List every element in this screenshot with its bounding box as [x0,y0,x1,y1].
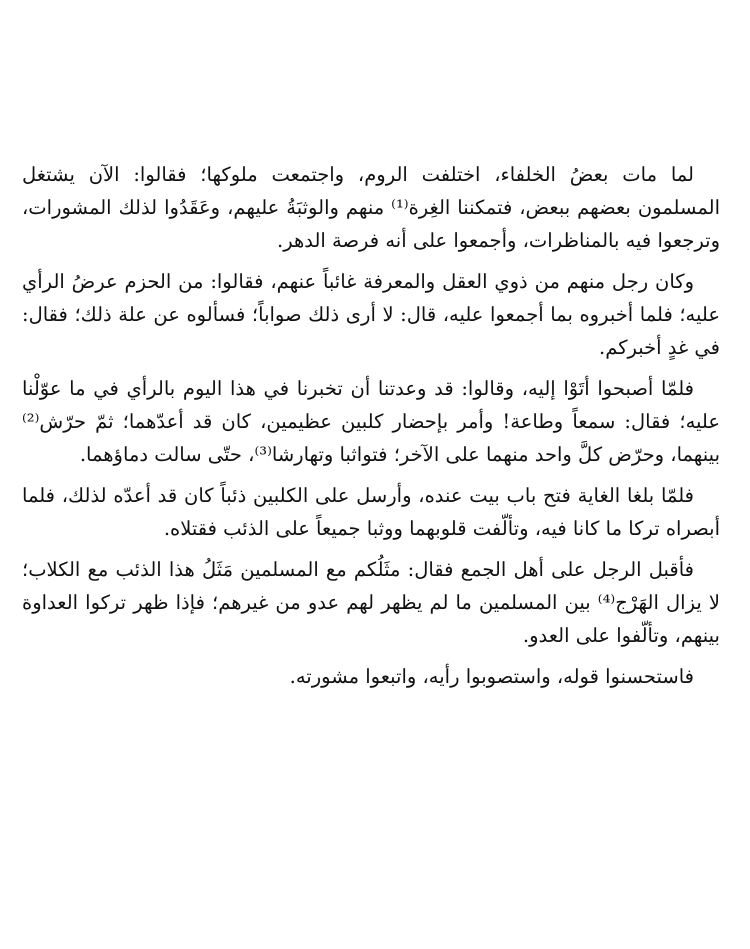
paragraph-5: فأقبل الرجل على أهل الجمع فقال: مثَلُكم مع المسلمين مَثَلُ هذا الذئب مع الكلاب؛ لا يزال الهَرْج⁽⁴⁾ بين المسلمين ما لم يظهر لهم عدو من غيرهم؛ فإذا ظهر تركوا العداوة بينهم، وتألّفوا على العدو. [22,558,720,647]
paragraph-1: لما مات بعضُ الخلفاء، اختلفت الروم، واجتمعت ملوكها؛ فقالوا: الآن يشتغل المسلمون بعضهم ببعض، فتمكننا الغِرة⁽¹⁾ منهم والوثبَةُ عليهم، وعَقَدُوا لذلك المشورات، وترجعوا فيه بالمناظرات، وأجمعوا على أنه فرصة الدهر. [22,163,720,252]
story-text [22,158,720,701]
paragraph-6: فاستحسنوا قوله، واستصوبوا رأيه، واتبعوا مشورته. [289,665,694,688]
paragraph-2: وكان رجل منهم من ذوي العقل والمعرفة غائباً عنهم، فقالوا: من الحزم عرضُ الرأي عليه؛ فلما أخبروه بما أجمعوا عليه، قال: لا أرى ذلك صواباً؛ فسألوه عن علة ذلك؛ فقال: في غدٍ أخبركم. [22,270,720,359]
paragraph-4: فلمّا بلغا الغاية فتح باب بيت عنده، وأرسل على الكلبين ذئباً كان قد أعدّه لذلك، فلما أبصراه تركا ما كانا فيه، وتألّفت قلوبهما ووثبا جميعاً على الذئب فقتلاه. [22,484,720,540]
paragraph-3: فلمّا أصبحوا أتَوْا إليه، وقالوا: قد وعدتنا أن تخبرنا في هذا اليوم بالرأي في ما عوّلْنا عليه؛ فقال: سمعاً وطاعة! وأمر بإحضار كلبين عظيمين، كان قد أعدّهما؛ ثمّ حرّش⁽²⁾ بينهما، وحرّض كلَّ واحد منهما على الآخر؛ فتواثبا وتهارشا⁽³⁾، حتّى سالت دماؤهما. [22,377,720,466]
